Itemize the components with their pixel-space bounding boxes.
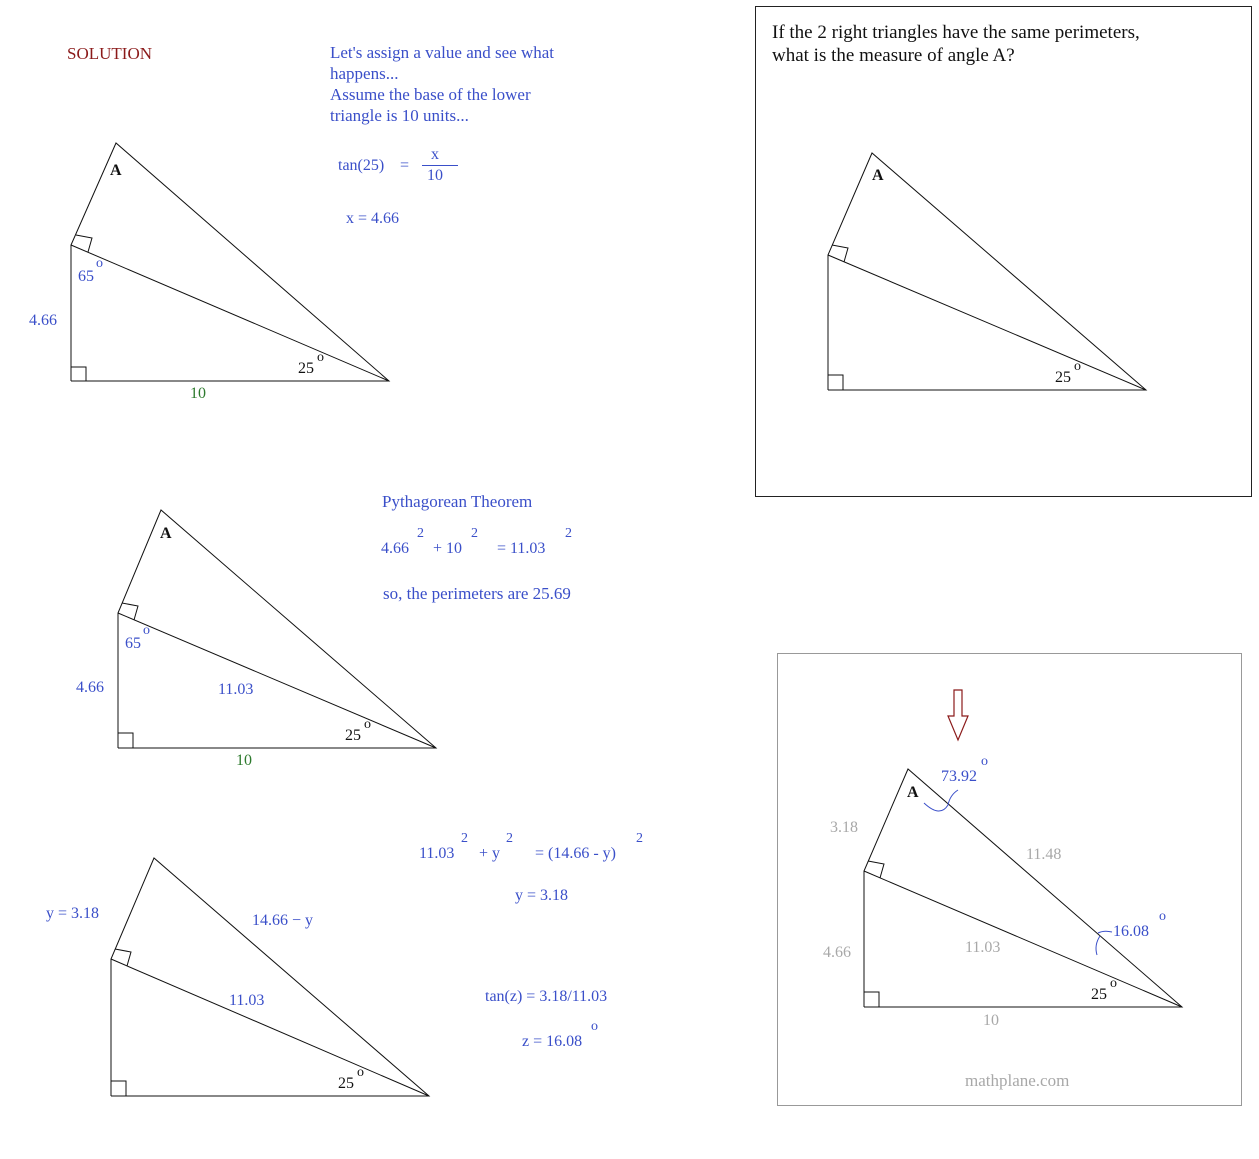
fig3-mid-label: 11.03 [229,992,265,1009]
answer-angle-25: 25 [1091,986,1107,1003]
solution-label: SOLUTION [67,44,152,63]
problem-degree-25: o [1074,359,1081,374]
problem-box [755,6,1252,497]
fig1-vertex-a: A [110,162,122,179]
fig3-degree-25: o [357,1065,364,1080]
answer-top-left: 3.18 [830,819,858,836]
answer-top-hyp: 11.48 [1026,846,1062,863]
intro-line-2: happens... [330,64,399,83]
pyth-exp-c: 2 [565,526,572,541]
answer-base: 10 [983,1012,999,1029]
pyth-a: 4.66 [381,540,409,557]
problem-vertex-a: A [872,167,884,184]
eq3-exp-c: 2 [636,831,643,846]
x-result: x = 4.66 [346,210,400,227]
fig1-base: 10 [190,385,206,402]
z-degree: o [591,1019,598,1034]
answer-small-angle: 16.08 [1113,923,1149,940]
pyth-rhs: = 11.03 [497,540,546,557]
fig2-hyp: 11.03 [218,681,254,698]
eq3-plus-y: + y [479,845,501,862]
fig2-vertex-a: A [160,525,172,542]
answer-vertex-a: A [907,784,919,801]
problem-line-1: If the 2 right triangles have the same perimeters, [772,22,1140,43]
y-result: y = 3.18 [515,887,569,904]
answer-left-side: 4.66 [823,944,851,961]
tan25-denominator: 10 [427,167,443,184]
fig2-angle-25: 25 [345,727,361,744]
fig3-y-label: y = 3.18 [46,905,100,922]
fig2-angle-65: 65 [125,635,141,652]
eq3-a: 11.03 [419,845,455,862]
fig1-angle-25: 25 [298,360,314,377]
fig1-left-side: 4.66 [29,312,57,329]
intro-line-1: Let's assign a value and see what [330,43,554,62]
problem-angle-25: 25 [1055,369,1071,386]
fraction-bar [422,165,458,166]
answer-degree-25: o [1110,976,1117,991]
answer-box [777,653,1242,1106]
intro-line-4: triangle is 10 units... [330,106,469,125]
intro-line-3: Assume the base of the lower [330,85,531,104]
answer-mid: 11.03 [965,939,1001,956]
answer-angle-a-degree: o [981,754,988,769]
eq3-exp-a: 2 [461,831,468,846]
answer-angle-a: 73.92 [941,768,977,785]
fig1-angle-65: 65 [78,268,94,285]
tan-z: tan(z) = 3.18/11.03 [485,988,608,1005]
pyth-exp-a: 2 [417,526,424,541]
fig1-degree-65: o [96,256,103,271]
fig2-degree-25: o [364,717,371,732]
pyth-exp-b: 2 [471,526,478,541]
fig1-degree-25: o [317,350,324,365]
eq3-exp-b: 2 [506,831,513,846]
fig3-triangles [111,858,429,1096]
pythagorean-title: Pythagorean Theorem [382,492,533,511]
fig3-hyp-label: 14.66 − y [252,912,314,929]
tan25-lhs: tan(25) [338,157,385,174]
fig2-left-side: 4.66 [76,679,104,696]
tan25-numerator: x [431,146,439,163]
tan25-equals: = [400,157,410,174]
fig2-base: 10 [236,752,252,769]
fig3-angle-25: 25 [338,1075,354,1092]
problem-line-2: what is the measure of angle A? [772,45,1015,66]
mathplane-credit: mathplane.com [965,1071,1070,1090]
z-result: z = 16.08 [522,1033,583,1050]
perimeters-text: so, the perimeters are 25.69 [383,584,571,603]
fig2-degree-65: o [143,623,150,638]
pyth-plus-10: + 10 [433,540,463,557]
eq3-rhs: = (14.66 - y) [535,845,617,862]
answer-small-angle-degree: o [1159,909,1166,924]
